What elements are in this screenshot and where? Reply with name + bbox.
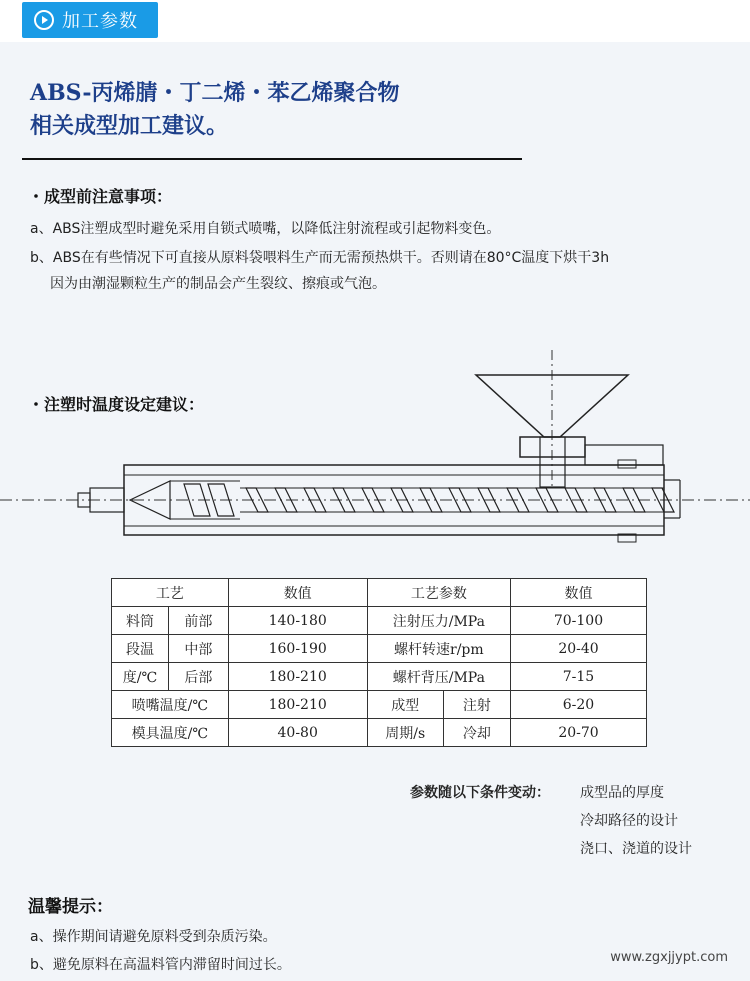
play-arrow-icon bbox=[34, 10, 54, 30]
page-title-line1: ABS-丙烯腈・丁二烯・苯乙烯聚合物 bbox=[30, 80, 400, 106]
value-inject: 6-20 bbox=[511, 691, 647, 719]
nozzle-temp-label: 喷嘴温度/℃ bbox=[112, 691, 229, 719]
param-back-pressure: 螺杆背压/MPa bbox=[367, 663, 510, 691]
value-pressure: 70-100 bbox=[511, 607, 647, 635]
conditions-label: 参数随以下条件变动： bbox=[410, 785, 550, 801]
value-rear: 180-210 bbox=[228, 663, 367, 691]
condition-item: 浇口、浇道的设计 bbox=[580, 841, 692, 857]
page-title-line2: 相关成型加工建议。 bbox=[30, 113, 229, 139]
watermark-url: www.zgxjjypt.com bbox=[610, 950, 728, 965]
barrel-label-1: 料筒 bbox=[112, 607, 169, 635]
table-header-param: 工艺参数 bbox=[367, 579, 510, 607]
table-header-value: 数值 bbox=[228, 579, 367, 607]
param-speed: 螺杆转速r/pm bbox=[367, 635, 510, 663]
cool-label: 冷却 bbox=[443, 719, 510, 747]
value-front: 140-180 bbox=[228, 607, 367, 635]
value-back-pressure: 7-15 bbox=[511, 663, 647, 691]
value-nozzle: 180-210 bbox=[228, 691, 367, 719]
parameter-table bbox=[111, 578, 647, 747]
injection-screw-diagram bbox=[0, 350, 750, 580]
tip-item-b: b、避免原料在高温料管内滞留时间过长。 bbox=[30, 957, 291, 973]
precaution-item-b-cont: 因为由潮湿颗粒生产的制品会产生裂纹、擦痕或气泡。 bbox=[50, 276, 386, 292]
barrel-label-2: 段温 bbox=[112, 635, 169, 663]
top-bar bbox=[0, 0, 750, 42]
value-cool: 20-70 bbox=[511, 719, 647, 747]
inject-label: 注射 bbox=[443, 691, 510, 719]
table-row bbox=[112, 635, 647, 663]
mold-temp-label: 模具温度/℃ bbox=[112, 719, 229, 747]
condition-item: 成型品的厚度 bbox=[580, 785, 664, 801]
zone-mid: 中部 bbox=[169, 635, 229, 663]
cycle-label-2: 周期/s bbox=[367, 719, 443, 747]
tip-item-a: a、操作期间请避免原料受到杂质污染。 bbox=[30, 929, 277, 945]
condition-item: 冷却路径的设计 bbox=[580, 813, 678, 829]
precaution-item-a: a、ABS注塑成型时避免采用自锁式喷嘴，以降低注射流程或引起物料变色。 bbox=[30, 221, 501, 237]
value-mid: 160-190 bbox=[228, 635, 367, 663]
cycle-label-1: 成型 bbox=[367, 691, 443, 719]
divider bbox=[22, 158, 522, 160]
table-row bbox=[112, 607, 647, 635]
table-row bbox=[112, 719, 647, 747]
table-row bbox=[112, 691, 647, 719]
zone-front: 前部 bbox=[169, 607, 229, 635]
table-header-value2: 数值 bbox=[511, 579, 647, 607]
section-tag-label: 加工参数 bbox=[62, 11, 138, 32]
tips-title: 温馨提示： bbox=[28, 897, 113, 917]
param-pressure: 注射压力/MPa bbox=[367, 607, 510, 635]
table-row bbox=[112, 663, 647, 691]
precautions-heading: ・成型前注意事项： bbox=[28, 187, 173, 206]
value-speed: 20-40 bbox=[511, 635, 647, 663]
table-row bbox=[112, 579, 647, 607]
value-mold: 40-80 bbox=[228, 719, 367, 747]
section-tag bbox=[22, 2, 158, 38]
zone-rear: 后部 bbox=[169, 663, 229, 691]
table-header-process: 工艺 bbox=[112, 579, 229, 607]
barrel-label-3: 度/℃ bbox=[112, 663, 169, 691]
temperature-heading: ・注塑时温度设定建议： bbox=[28, 395, 205, 414]
precaution-item-b: b、ABS在有些情况下可直接从原料袋喂料生产而无需预热烘干。否则请在80°C温度下烘干3h bbox=[30, 250, 610, 266]
